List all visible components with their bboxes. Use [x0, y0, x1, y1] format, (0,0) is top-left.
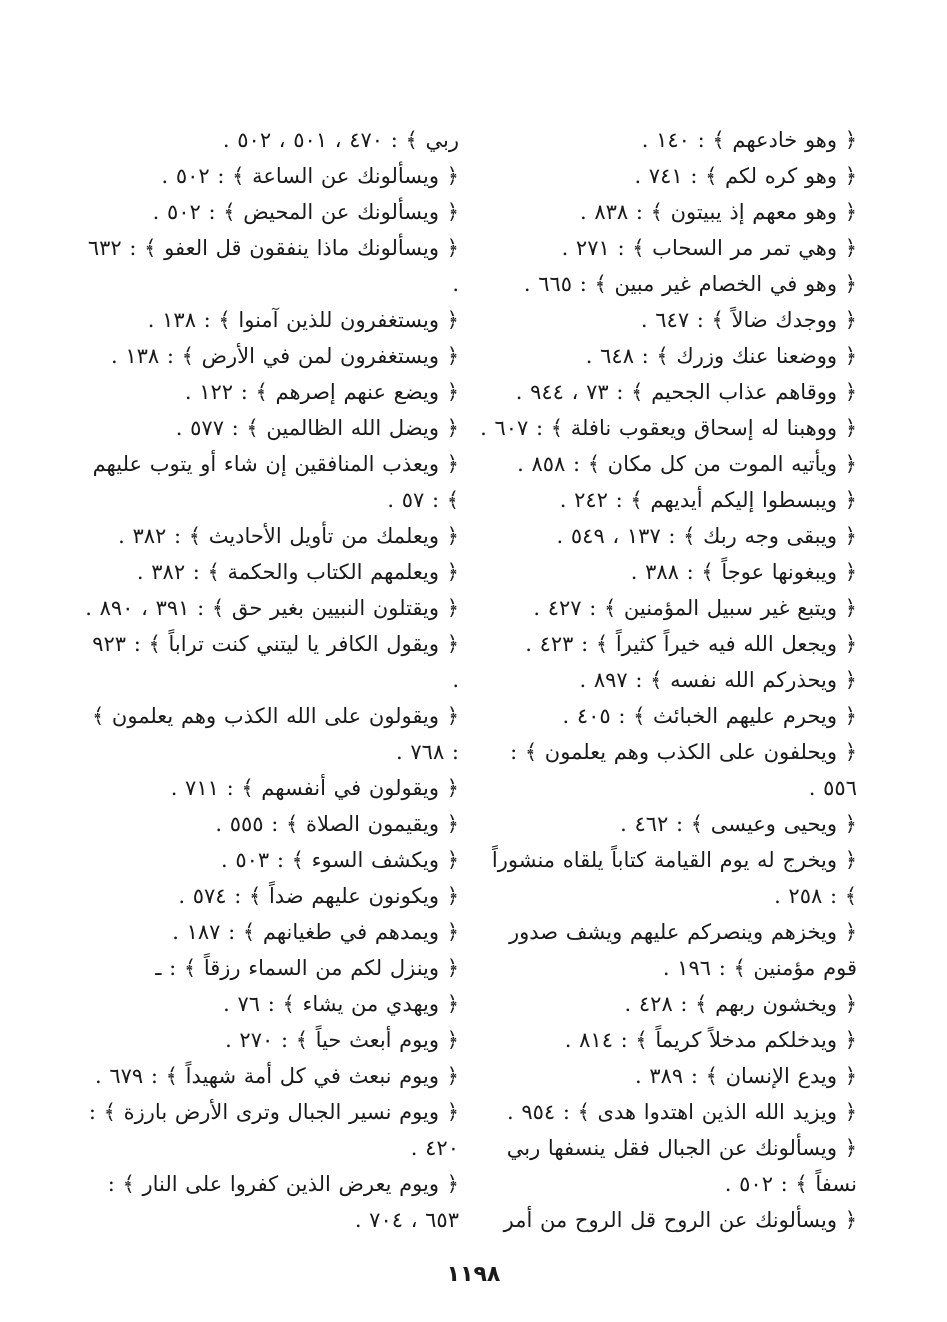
index-entry: ﴿ ويتبع غير سبيل المؤمنين ﴾ : ٤٢٧ . [533, 596, 857, 620]
index-entry: ﴿ وهو معهم إذ يبيتون ﴾ : ٨٣٨ . [579, 200, 857, 224]
index-entry: ﴿ ويقيمون الصلاة ﴾ : ٥٥٥ . [215, 812, 459, 836]
index-entry: ﴿ ويقول الكافر يا ليتني كنت تراباً ﴾ : ٩٢٣ . [92, 632, 459, 692]
index-entry: ﴿ وهي تمر مر السحاب ﴾ : ٢٧١ . [561, 236, 857, 260]
index-entry: ﴿ ويزيد الله الذين اهتدوا هدى ﴾ : ٩٥٤ . [506, 1100, 857, 1124]
index-entry: ﴿ ويعلمك من تأويل الأحاديث ﴾ : ٣٨٢ . [118, 524, 459, 548]
index-entry: ﴿ ويسألونك ماذا ينفقون قل العفو ﴾ : ٦٣٢ . [87, 236, 459, 296]
index-entry: ﴿ ووضعنا عنك وزرك ﴾ : ٦٤٨ . [585, 344, 857, 368]
index-entry: ﴿ ويوم نبعث في كل أمة شهيداً ﴾ : ٦٧٩ . [95, 1064, 459, 1088]
index-entry: ﴿ ويخشون ربهم ﴾ : ٤٢٨ . [624, 992, 857, 1016]
index-entry: ﴿ ويسألونك عن الساعة ﴾ : ٥٠٢ . [161, 164, 459, 188]
index-entry: ﴿ ويسألونك عن الجبال فقل ينسفها ربي نسفاً ﴾ : ٥٠٢ . [506, 1136, 857, 1196]
index-entry: ربي ﴾ : ٤٧٠ ، ٥٠١ ، ٥٠٢ . [222, 128, 459, 152]
index-entry: ﴿ ويوم يعرض الذين كفروا على النار ﴾ : ٦٥٣ ، ٧٠٤ . [107, 1172, 459, 1232]
index-column-right [477, 122, 857, 1238]
index-entry: ﴿ ويحيى وعيسى ﴾ : ٤٦٢ . [620, 812, 857, 836]
index-entry: ﴿ ويستغفرون لمن في الأرض ﴾ : ١٣٨ . [111, 344, 459, 368]
index-entry: ﴿ وهو كره لكم ﴾ : ٧٤١ . [634, 164, 857, 188]
index-entry: ﴿ ويبقى وجه ربك ﴾ : ١٣٧ ، ٥٤٩ . [556, 524, 857, 548]
index-entry: ﴿ ويهدي من يشاء ﴾ : ٧٦ . [223, 992, 459, 1016]
index-entry: ﴿ ويقتلون النبيين بغير حق ﴾ : ٣٩١ ، ٨٩٠ . [85, 596, 459, 620]
index-entry: ﴿ ويوم أبعث حياً ﴾ : ٢٧٠ . [225, 1028, 459, 1052]
index-entry: ﴿ ويعذب المنافقين إن شاء أو يتوب عليهم ﴾ : ٥٧ . [92, 452, 459, 512]
index-entry: ﴿ ويجعل الله فيه خيراً كثيراً ﴾ : ٤٢٣ . [525, 632, 857, 656]
index-entry: ﴿ ويوم نسير الجبال وترى الأرض بارزة ﴾ : ٤٢٠ . [88, 1100, 459, 1160]
index-entry: ﴿ ووجدك ضالاً ﴾ : ٦٤٧ . [640, 308, 857, 332]
index-column-left [79, 122, 459, 1238]
index-entry: ﴿ وهو في الخصام غير مبين ﴾ : ٦٦٥ . [523, 272, 857, 296]
index-entry: ﴿ ويبسطوا إليكم أيديهم ﴾ : ٢٤٢ . [559, 488, 857, 512]
index-entry: ﴿ ويكشف السوء ﴾ : ٥٠٣ . [220, 848, 459, 872]
index-entry: ﴿ ويدخلكم مدخلاً كريماً ﴾ : ٨١٤ . [564, 1028, 857, 1052]
page-number: ١١٩٨ [446, 1262, 501, 1287]
index-entry: ﴿ ويدع الإنسان ﴾ : ٣٨٩ . [634, 1064, 857, 1088]
index-entry: ﴿ ويقولون في أنفسهم ﴾ : ٧١١ . [170, 776, 459, 800]
index-entry: ﴿ ويبغونها عوجاً ﴾ : ٣٨٨ . [630, 560, 857, 584]
index-entry: ﴿ ويكونون عليهم ضداً ﴾ : ٥٧٤ . [178, 884, 459, 908]
index-entry: ﴿ ويخرج له يوم القيامة كتاباً يلقاه منشوراً ﴾ : ٢٥٨ . [491, 848, 857, 908]
index-entry: ﴿ ويستغفرون للذين آمنوا ﴾ : ١٣٨ . [147, 308, 459, 332]
index-entry: ﴿ ويقولون على الله الكذب وهم يعلمون ﴾ : ٧٦٨ . [91, 704, 459, 764]
index-entry: ﴿ ويحلفون على الكذب وهم يعلمون ﴾ : ٥٥٦ . [510, 740, 857, 800]
index-entry: ﴿ ويمدهم في طغيانهم ﴾ : ١٨٧ . [172, 920, 459, 944]
index-entry: ﴿ ويأتيه الموت من كل مكان ﴾ : ٨٥٨ . [517, 452, 857, 476]
index-entry: ﴿ ويعلمهم الكتاب والحكمة ﴾ : ٣٨٢ . [136, 560, 459, 584]
index-entry: ﴿ ويضع عنهم إصرهم ﴾ : ١٢٢ . [184, 380, 459, 404]
index-entry: ﴿ وهو خادعهم ﴾ : ١٤٠ . [641, 128, 857, 152]
index-entry: ﴿ ويحرم عليهم الخبائث ﴾ : ٤٠٥ . [562, 704, 857, 728]
index-entry: ﴿ ووهبنا له إسحاق ويعقوب نافلة ﴾ : ٦٠٧ . [480, 416, 857, 440]
index-entry: ﴿ ويخزهم وينصركم عليهم ويشف صدور قوم مؤمنين ﴾ : ١٩٦ . [508, 920, 857, 980]
index-entry: ﴿ ووقاهم عذاب الجحيم ﴾ : ٧٣ ، ٩٤٤ . [515, 380, 857, 404]
index-entry: ﴿ وينزل لكم من السماء رزقاً ﴾ : ـ [155, 956, 459, 980]
index-entry: ﴿ ويسألونك عن الروح قل الروح من أمر [503, 1208, 857, 1232]
index-entry: ﴿ ويحذركم الله نفسه ﴾ : ٨٩٧ . [579, 668, 857, 692]
index-entry: ﴿ ويضل الله الظالمين ﴾ : ٥٧٧ . [175, 416, 459, 440]
index-entry: ﴿ ويسألونك عن المحيض ﴾ : ٥٠٢ . [152, 200, 459, 224]
